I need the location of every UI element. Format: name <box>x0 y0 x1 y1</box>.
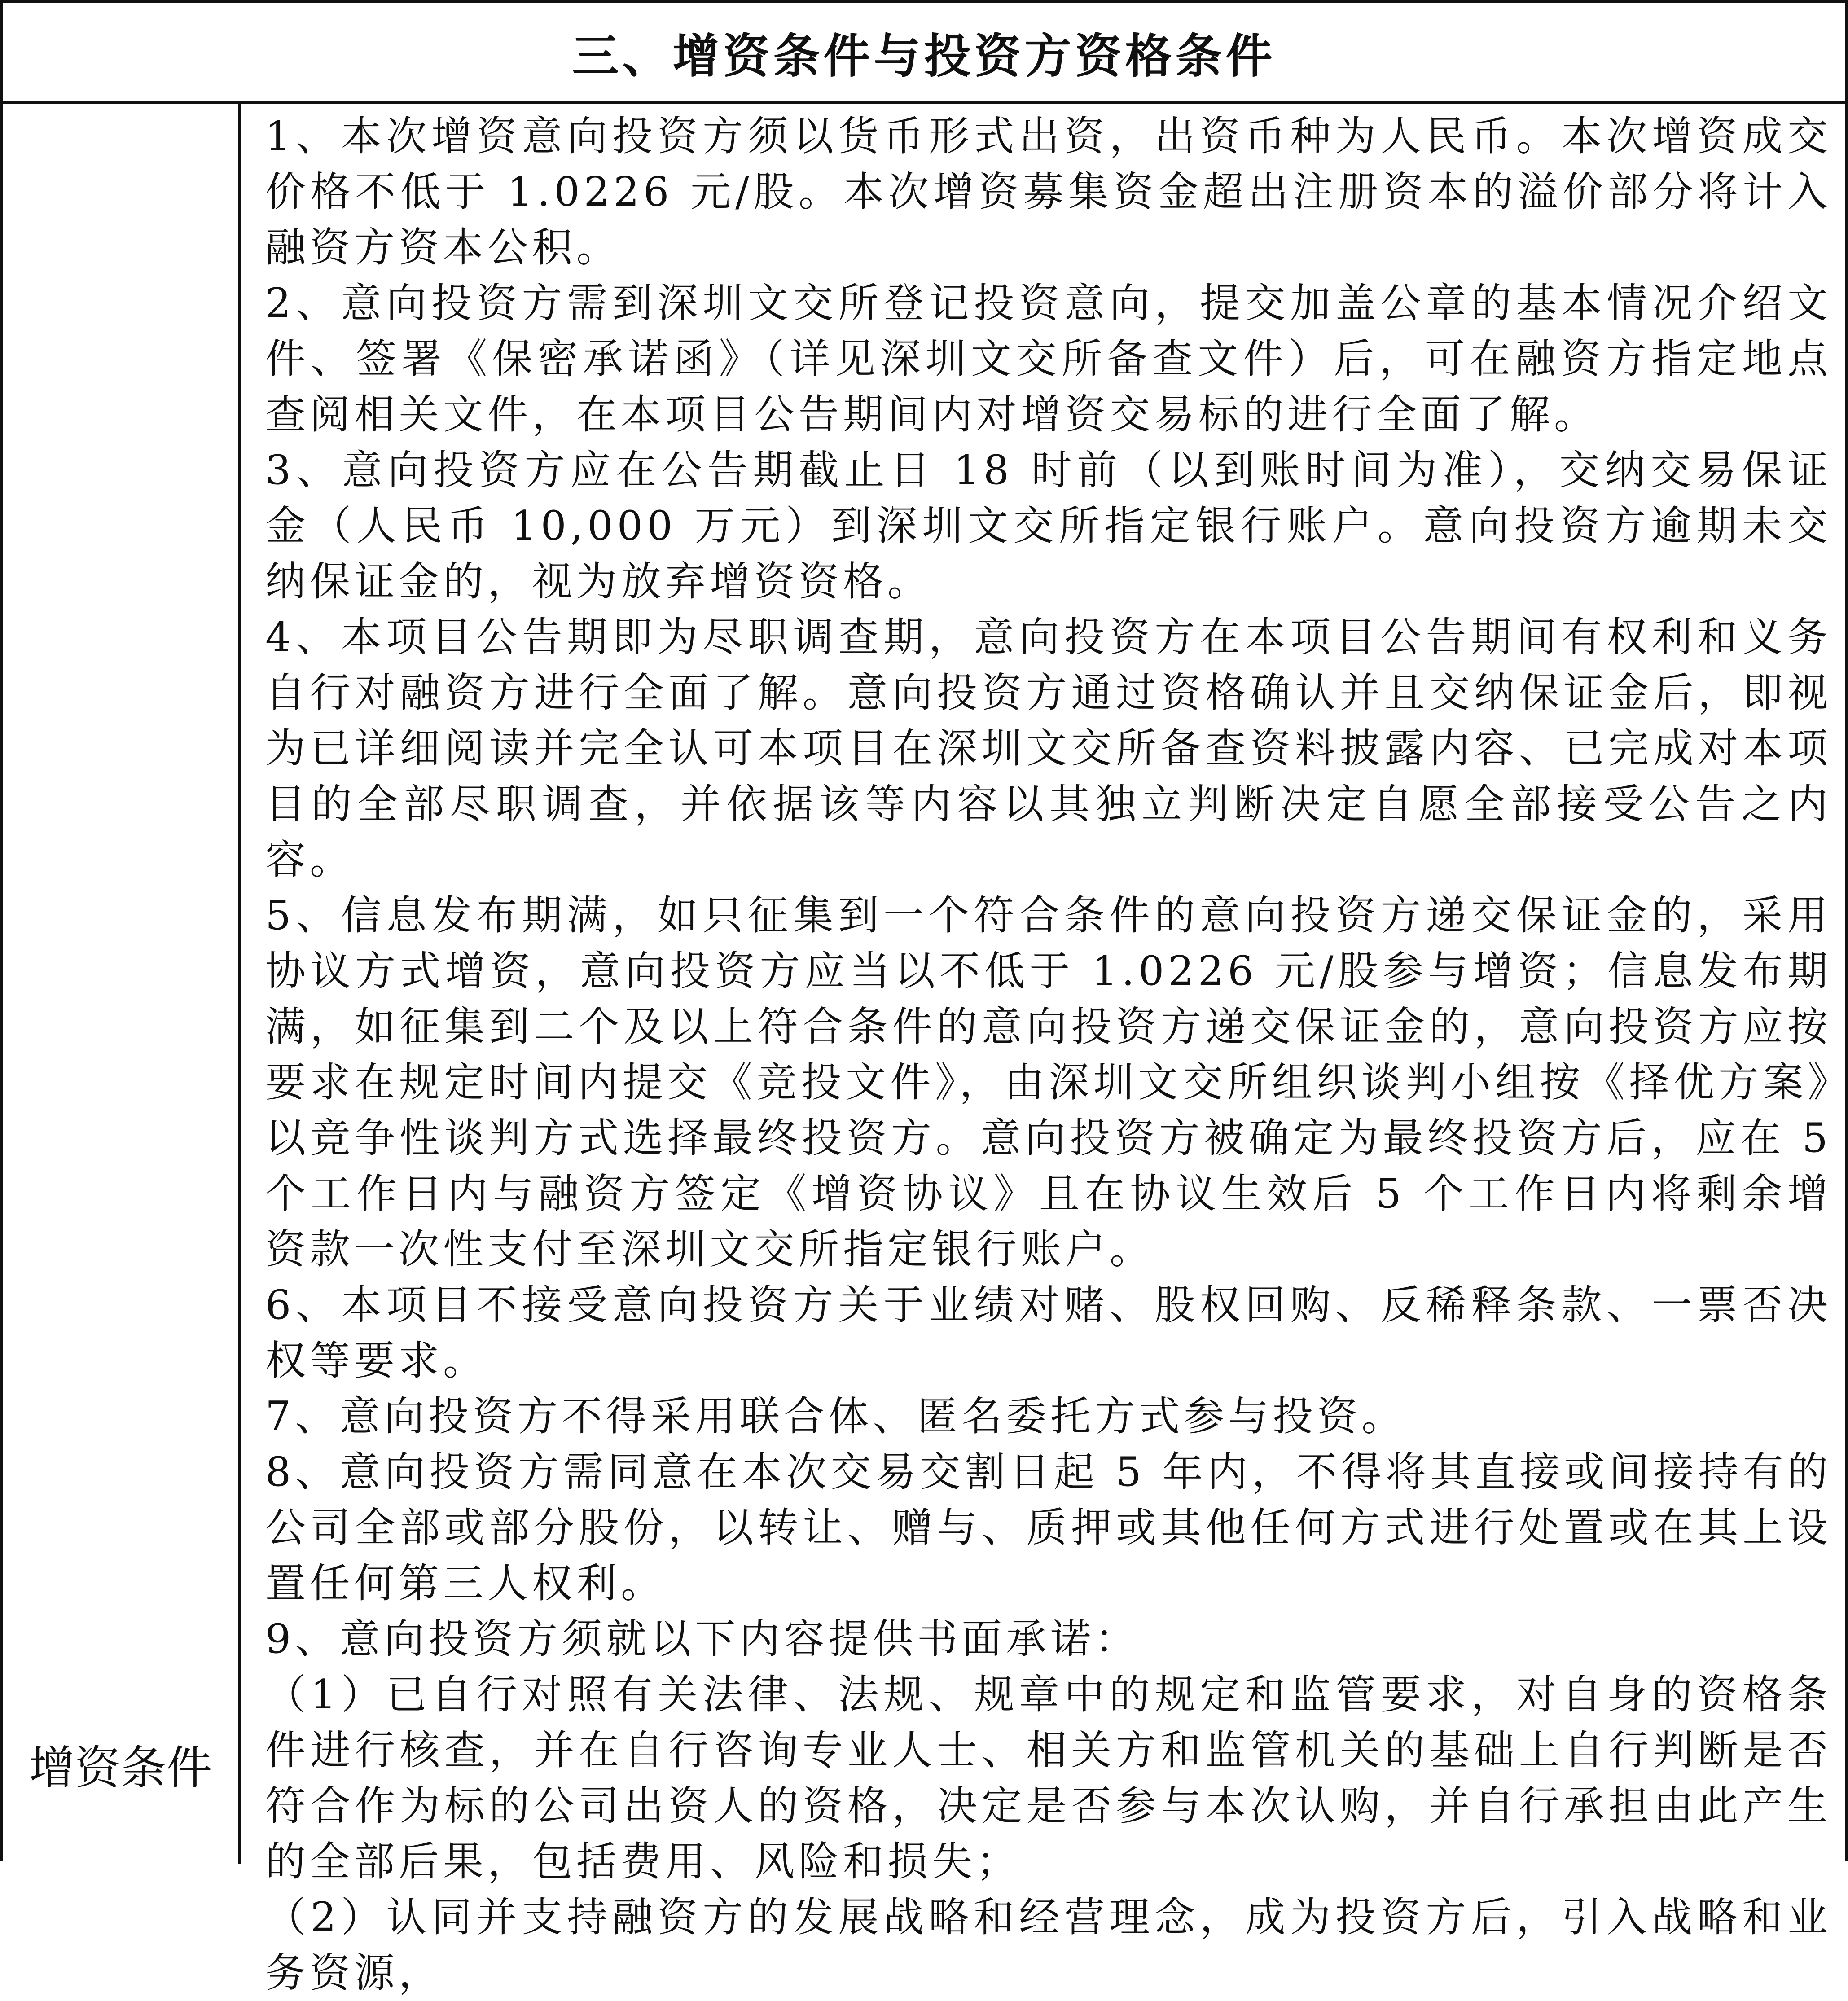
condition-paragraph-3: 3、意向投资方应在公告期截止日 18 时前（以到账时间为准），交纳交易保证金（人民币 10,000 万元）到深圳文交所指定银行账户。意向投资方逾期未交纳保证金的，视为放弃增资资格。 <box>265 447 1832 605</box>
condition-paragraph-4: 4、本项目公告期即为尽职调查期，意向投资方在本项目公告期间有权利和义务自行对融资方进行全面了解。意向投资方通过资格确认并且交纳保证金后，即视为已详细阅读并完全认可本项目在深圳文交所备查资料披露内容、已完成对本项目的全部尽职调查，并依据该等内容以其独立判断决定自愿全部接受公告之内容。 <box>265 614 1832 883</box>
condition-paragraph-2: 2、意向投资方需到深圳文交所登记投资意向，提交加盖公章的基本情况介绍文件、签署《保密承诺函》（详见深圳文交所备查文件）后，可在融资方指定地点查阅相关文件，在本项目公告期间内对增资交易标的进行全面了解。 <box>265 280 1832 438</box>
condition-paragraph-1: 1、本次增资意向投资方须以货币形式出资，出资币种为人民币。本次增资成交价格不低于 1.0226 元/股。本次增资募集资金超出注册资本的溢价部分将计入融资方资本公积。 <box>265 113 1832 271</box>
row-label-cell <box>3 101 241 1864</box>
condition-paragraph-7: 7、意向投资方不得采用联合体、匿名委托方式参与投资。 <box>265 1393 1406 1440</box>
conditions-content <box>247 101 1832 1997</box>
condition-paragraph-5: 5、信息发布期满，如只征集到一个符合条件的意向投资方递交保证金的，采用协议方式增资，意向投资方应当以不低于 1.0226 元/股参与增资；信息发布期满，如征集到二个及以上符合条件的意向投资方递交保证金的，意向投资方应按要求在规定时间内提交《竞投文件》，由深圳文交所组织谈判小组按《择优方案》以竞争性谈判方式选择最终投资方。意向投资方被确定为最终投资方后，应在 5 个工作日内与融资方签定《增资协议》且在协议生效后 5 个工作日内将剩余增资款一次性支付至深圳文交所指定银行账户。 <box>265 892 1832 1273</box>
section-title: 三、增资条件与投资方资格条件 <box>572 29 1276 83</box>
condition-paragraph-8: 8、意向投资方需同意在本次交易交割日起 5 年内，不得将其直接或间接持有的公司全部或部分股份，以转让、赠与、质押或其他任何方式进行处置或在其上设置任何第三人权利。 <box>265 1448 1832 1607</box>
condition-paragraph-6: 6、本项目不接受意向投资方关于业绩对赌、股权回购、反稀释条款、一票否决权等要求。 <box>265 1281 1832 1384</box>
condition-paragraph-9: 9、意向投资方须就以下内容提供书面承诺： <box>265 1615 1140 1663</box>
row-label: 增资条件 <box>29 1742 212 1795</box>
condition-subparagraph-2: （2）认同并支持融资方的发展战略和经营理念，成为投资方后，引入战略和业务资源， <box>265 1894 1832 1997</box>
condition-subparagraph-1: （1）已自行对照有关法律、法规、规章中的规定和监管要求，对自身的资格条件进行核查，并在自行咨询专业人士、相关方和监管机关的基础上自行判断是否符合作为标的公司出资人的资格，决定是否参与本次认购，并自行承担由此产生的全部后果，包括费用、风险和损失； <box>265 1671 1832 1885</box>
section-header <box>3 3 1845 104</box>
